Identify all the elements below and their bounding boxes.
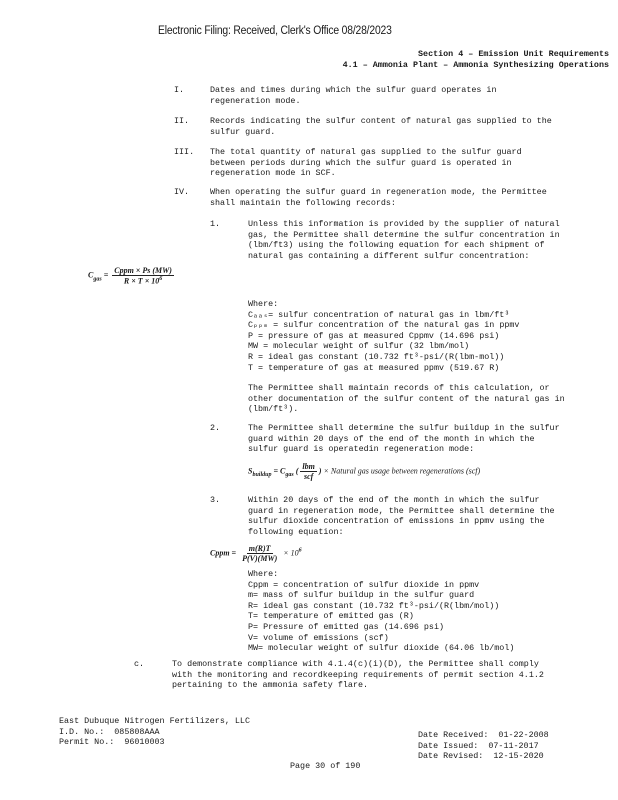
item-number: IV. <box>174 187 190 197</box>
so2-concentration-equation: Cppm = $\frac{m(R)T}{P(V)(MW)}$ × $10^6$ <box>210 544 302 563</box>
subitem-text-line: natural gas containing a different sulfur concentration: <box>248 250 530 261</box>
gas-concentration-equation: $C_{gas}$ = $\frac{\text{Cppm × Ps (MW)}}{R \times T \times 10^6}$ <box>88 266 172 286</box>
item-text-line: regeneration mode in SCF. <box>210 168 336 179</box>
equation-1-definitions: Where: Cₐₐₛ= sulfur concentration of natural gas in lbm/ft³ Cₚₚₘ = sulfur concentration of the natural gas in ppmv P = pressure of gas at measured Cppmv (14.696 psi) MW = molecular weight of sulfur (32 lbm/mol) R = ideal gas constant (10.732 ft³-psi/(R(lbm-mol)) T = temperature of gas at measured ppmv (519.67 R) <box>248 299 520 373</box>
item-text-line: Dates and times during which the sulfur guard operates in <box>210 85 497 95</box>
records-paragraph: The Permittee shall maintain records of this calculation, or other documentation of the sulfur content of the natural gas in (lbm/ft³). <box>248 383 565 415</box>
subitem-1 <box>210 219 560 261</box>
item-c: c. To demonstrate compliance with 4.1.4(c)(i)(D), the Permittee shall comply with the monitoring and recordkeeping requirements of permit section 4.1.2 pertaining to the ammonia safety flare. <box>134 659 544 691</box>
electronic-filing-stamp: Electronic Filing: Received, Clerk's Office 08/28/2023 <box>158 25 392 37</box>
item-number: III. <box>174 147 195 157</box>
item-text-line: regeneration mode. <box>210 95 301 106</box>
subitem-number: 3. <box>210 495 221 505</box>
subitem-number: 2. <box>210 423 221 433</box>
subitem-text-line: (lbm/ft3) using the following equation for each shipment of <box>248 240 545 251</box>
item-number: II. <box>174 116 190 126</box>
item-number: I. <box>174 85 185 95</box>
subitem-text-line: Unless this information is provided by the supplier of natural <box>248 219 560 229</box>
page-number: Page 30 of 190 <box>290 761 361 771</box>
item-text-line: shall maintain the following records: <box>210 197 396 208</box>
section-header-line2: 4.1 – Ammonia Plant – Ammonia Synthesizing Operations <box>342 59 609 70</box>
item-letter: c. <box>134 659 145 669</box>
sulfur-buildup-equation: $S_{buildup} = C_{gas}$ ( $\frac{\text{lbm}}{\text{scf}}$ ) × Natural gas usage between regenerations (scf) <box>248 462 481 481</box>
section-header <box>343 49 609 70</box>
footer-dates: Date Received: 01-22-2008 Date Issued: 07-11-2017 Date Revised: 12-15-2020 <box>418 730 549 762</box>
item-i <box>174 85 496 106</box>
item-iv <box>174 187 547 208</box>
subitem-3: 3. Within 20 days of the end of the month in which the sulfur guard in regeneration mode, the Permittee shall determine the sulfur dioxide concentration of emissions in ppmv using the following equation: <box>210 495 555 537</box>
item-text-line: The total quantity of natural gas supplied to the sulfur guard <box>210 147 522 157</box>
item-ii <box>174 116 552 137</box>
subitem-text-line: gas, the Permittee shall determine the sulfur concentration in <box>248 229 560 240</box>
equation-3-definitions: Where: Cppm = concentration of sulfur dioxide in ppmv m= mass of sulfur buildup in the sulfur guard R= ideal gas constant (10.732 ft³-psi/(R(lbm/mol)) T= temperature of emitted gas (R) P= Pressure of emitted gas (14.696 psi) V= volume of emissions (scf) MW= molecular weight of sulfur dioxide (64.06 lb/mol) <box>248 569 515 654</box>
section-header-line1: Section 4 – Emission Unit Requirements <box>418 49 609 59</box>
item-text-line: between periods during which the sulfur guard is operated in <box>210 157 512 168</box>
item-iii <box>174 147 522 179</box>
footer-facility-info: East Dubuque Nitrogen Fertilizers, LLC I.D. No.: 085808AAA Permit No.: 96010003 <box>59 716 250 748</box>
subitem-2: 2. The Permittee shall determine the sulfur buildup in the sulfur guard within 20 days of the end of the month in which the sulfur guard is operatedin regeneration mode: <box>210 423 560 455</box>
item-text-line: When operating the sulfur guard in regeneration mode, the Permittee <box>210 187 547 197</box>
item-text-line: Records indicating the sulfur content of natural gas supplied to the <box>210 116 552 126</box>
item-text-line: sulfur guard. <box>210 126 276 137</box>
subitem-number: 1. <box>210 219 221 229</box>
